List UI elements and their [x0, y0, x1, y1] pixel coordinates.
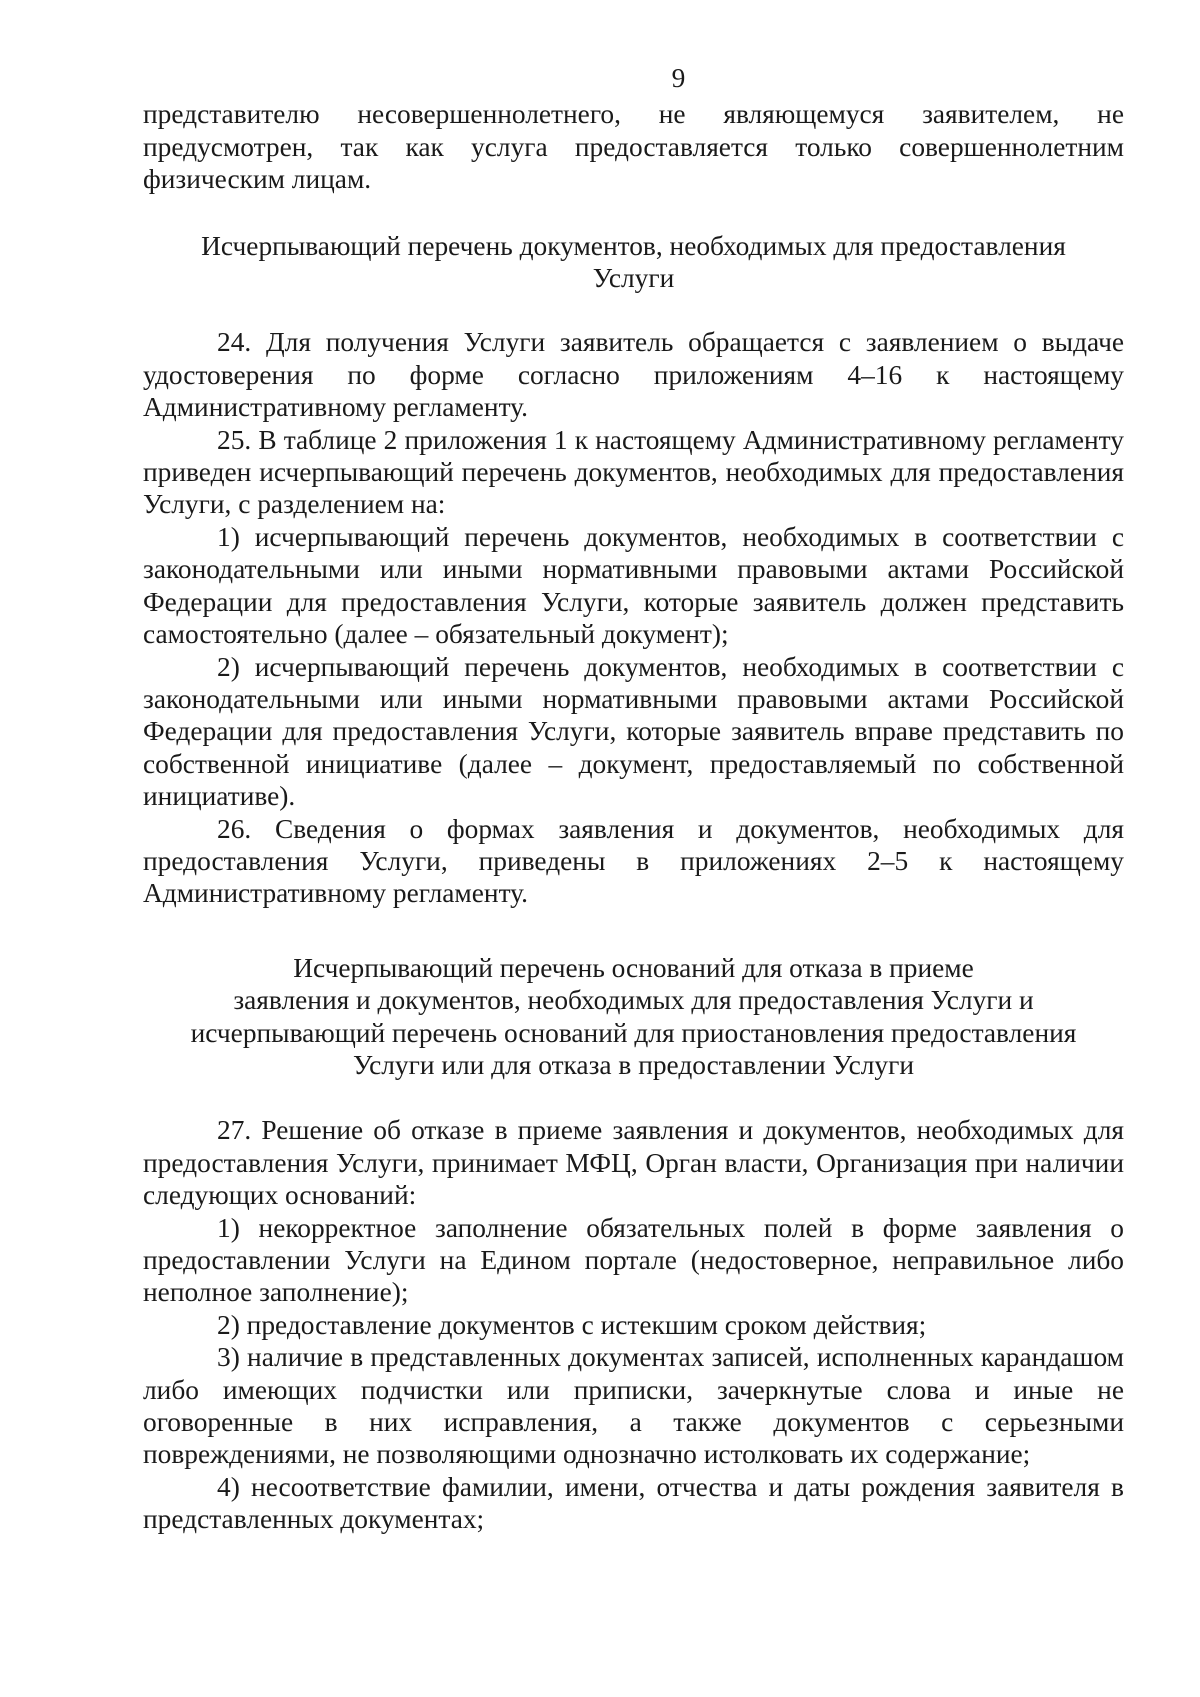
paragraph-26: 26. Сведения о формах заявления и документов, необходимых для предоставления Услуги, приведены в приложениях 2–5 к настоящему Административному регламенту. [143, 813, 1124, 909]
heading-line: Услуги или для отказа в предоставлении Услуги [352, 1049, 915, 1080]
paragraph-27-item-1: 1) некорректное заполнение обязательных полей в форме заявления о предоставлении Услуги на Едином портале (недостоверное, неправильное либо неполное заполнение); [143, 1212, 1124, 1308]
paragraph-25-item-1: 1) исчерпывающий перечень документов, необходимых в соответствии с законодательными или иными нормативными правовыми актами Российской Федерации для предоставления Услуги, которые заявитель должен представить самостоятельно (далее – обязательный документ); [143, 521, 1124, 650]
heading-line: Услуги [592, 263, 675, 294]
section-heading-documents [143, 230, 1124, 295]
paragraph-27-item-4: 4) несоответствие фамилии, имени, отчества и даты рождения заявителя в представленных документах; [143, 1471, 1124, 1535]
paragraph-24: 24. Для получения Услуги заявитель обращается с заявлением о выдаче удостоверения по форме согласно приложениям 4–16 к настоящему Административному регламенту. [143, 327, 1124, 423]
paragraph-25-item-2: 2) исчерпывающий перечень документов, необходимых в соответствии с законодательными или иными нормативными правовыми актами Российской Федерации для предоставления Услуги, которые заявитель вправе представить по собственной инициативе (далее – документ, предоставляемый по собственной инициативе). [143, 651, 1124, 812]
heading-line: Исчерпывающий перечень документов, необходимых для предоставления [201, 230, 1066, 261]
paragraph-27: 27. Решение об отказе в приеме заявления и документов, необходимых для предоставления Услуги, принимает МФЦ, Орган власти, Организация при наличии следующих оснований: [143, 1115, 1124, 1211]
intro-paragraph: представителю несовершеннолетнего, не являющемуся заявителем, не предусмотрен, так как услуга предоставляется только совершеннолетним физическим лицам. [143, 99, 1124, 195]
heading-line: заявления и документов, необходимых для предоставления Услуги и [233, 985, 1034, 1016]
document-page [143, 62, 1124, 1536]
heading-line: Исчерпывающий перечень оснований для отказа в приеме [293, 952, 974, 983]
section-heading-refusal [143, 952, 1124, 1082]
paragraph-27-item-2: 2) предоставление документов с истекшим сроком действия; [217, 1309, 927, 1340]
page-number: 9 [671, 63, 686, 93]
section-documents [143, 326, 1124, 909]
heading-line: исчерпывающий перечень оснований для приостановления предоставления [190, 1017, 1077, 1048]
paragraph-25: 25. В таблице 2 приложения 1 к настоящему Административному регламенту приведен исчерпывающий перечень документов, необходимых для предоставления Услуги, с разделением на: [143, 424, 1124, 520]
section-refusal [143, 1114, 1124, 1535]
paragraph-27-item-3: 3) наличие в представленных документах записей, исполненных карандашом либо имеющих подчистки или приписки, зачеркнутые слова и иные не оговоренные в них исправления, а также документов с серьезными повреждениями, не позволяющими однозначно истолковать их содержание; [143, 1342, 1124, 1470]
